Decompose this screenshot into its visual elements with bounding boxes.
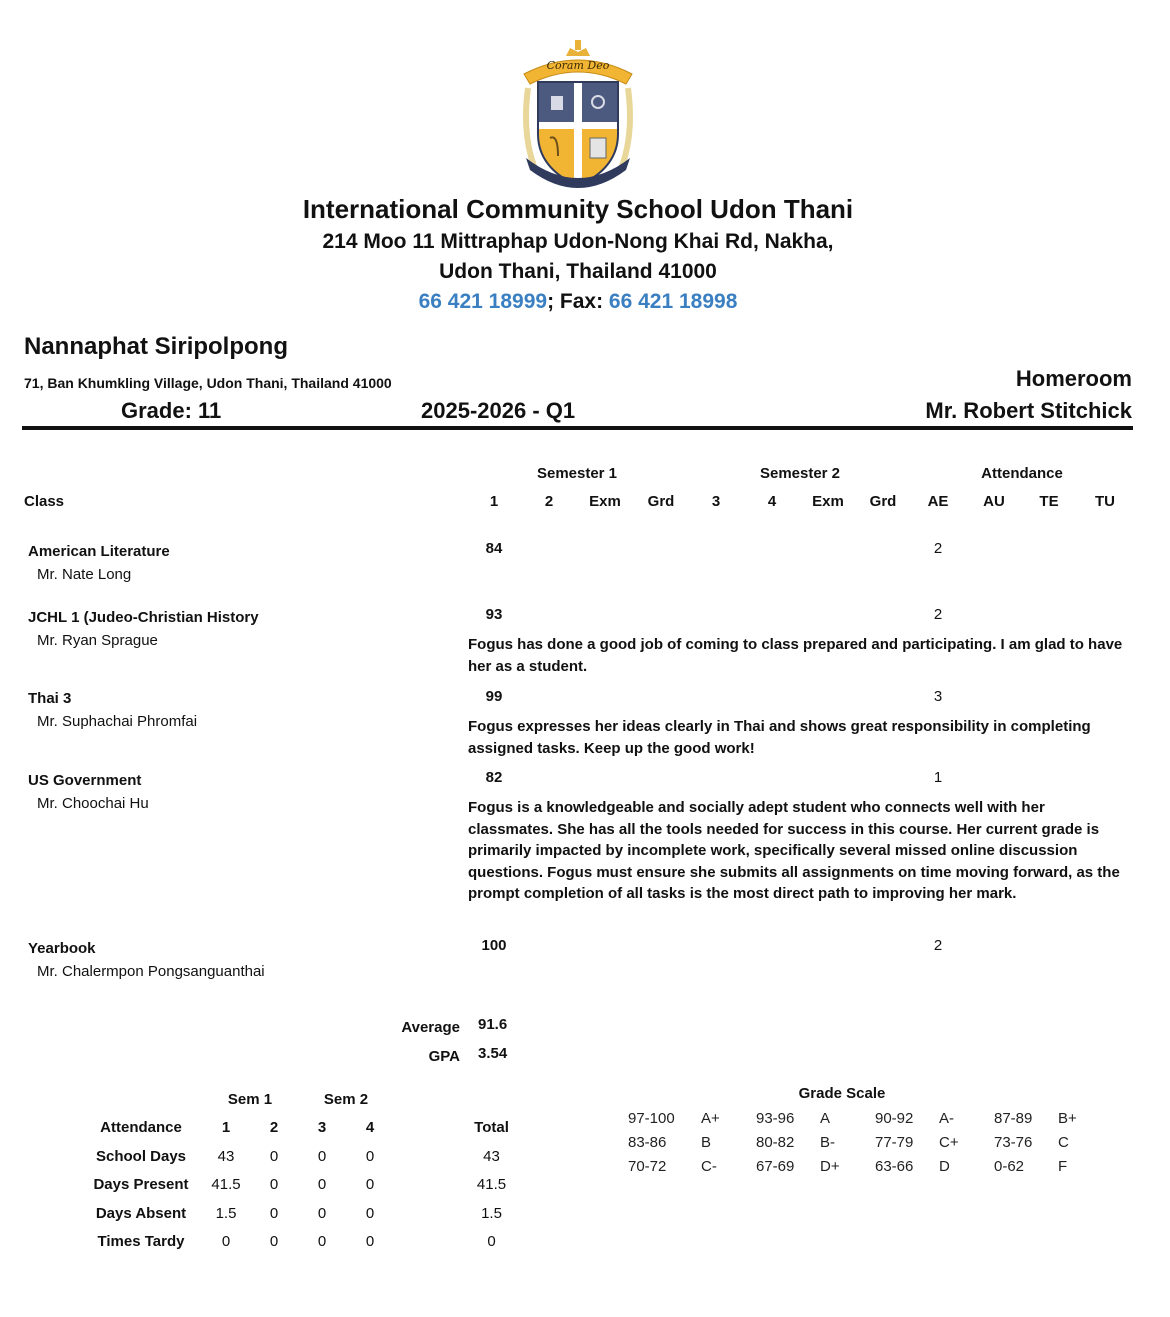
report-term: 2025-2026 - Q1 xyxy=(421,398,576,423)
scale-grade: A+ xyxy=(701,1110,720,1127)
col-header-ae: AE xyxy=(927,493,949,510)
attendance-table xyxy=(80,1085,539,1256)
scale-range: 63-66 xyxy=(875,1158,914,1175)
course-name: JCHL 1 (Judeo-Christian History xyxy=(28,609,259,626)
col-header-grade2: Grd xyxy=(869,493,897,510)
attendance-cell: 0 xyxy=(221,1233,231,1251)
scale-range: 73-76 xyxy=(994,1134,1033,1151)
attendance-row-label: School Days xyxy=(95,1147,187,1165)
fax-link[interactable]: 66 421 18998 xyxy=(608,290,738,313)
grade-scale-title: Grade Scale xyxy=(798,1085,886,1102)
fax-label: ; Fax: xyxy=(547,290,609,313)
average-label: Average xyxy=(401,1019,460,1036)
scale-grade: B xyxy=(701,1134,712,1151)
course-q1-score: 93 xyxy=(485,606,503,623)
student-address: 71, Ban Khumkling Village, Udon Thani, Thailand 41000 xyxy=(24,375,392,391)
attendance-cell: 0 xyxy=(269,1204,279,1222)
homeroom-teacher: Mr. Robert Stitchick xyxy=(925,398,1132,423)
scale-range: 0-62 xyxy=(994,1158,1025,1175)
attendance-col-label: Attendance xyxy=(100,1119,182,1137)
course-q1-score: 100 xyxy=(481,937,507,954)
attendance-total: 41.5 xyxy=(476,1176,507,1194)
col-header-q4: 4 xyxy=(767,493,777,510)
attendance-col-q3: 3 xyxy=(317,1119,327,1137)
class-column-header: Class xyxy=(24,493,65,510)
course-teacher: Mr. Suphachai Phromfai xyxy=(37,713,198,730)
col-header-tu: TU xyxy=(1095,493,1115,510)
header-divider xyxy=(22,426,1133,430)
course-ae-value: 2 xyxy=(933,540,943,557)
attendance-row-label: Days Absent xyxy=(95,1204,187,1222)
average-value: 91.6 xyxy=(478,1016,508,1033)
attendance-cell: 0 xyxy=(317,1147,327,1165)
svg-text:Coram Deo: Coram Deo xyxy=(546,59,610,72)
course-ae-value: 3 xyxy=(933,688,943,705)
scale-range: 67-69 xyxy=(756,1158,795,1175)
scale-grade: C- xyxy=(701,1158,717,1175)
course-ae-value: 2 xyxy=(933,606,943,623)
attendance-row xyxy=(80,1142,539,1171)
attendance-cell: 0 xyxy=(269,1147,279,1165)
attendance-header: Attendance xyxy=(981,465,1063,482)
attendance-total: 43 xyxy=(483,1147,500,1165)
scale-grade: C+ xyxy=(939,1134,959,1151)
col-header-grade1: Grd xyxy=(647,493,675,510)
course-q1-score: 82 xyxy=(485,769,503,786)
student-name: Nannaphat Siripolpong xyxy=(24,333,288,360)
scale-range: 90-92 xyxy=(875,1110,914,1127)
attendance-semester-row xyxy=(80,1085,539,1114)
attendance-col-total: Total xyxy=(474,1119,509,1137)
school-name: International Community School Udon Thani xyxy=(302,194,854,224)
attendance-cell: 0 xyxy=(269,1233,279,1251)
course-ae-value: 1 xyxy=(933,769,943,786)
phone-link[interactable]: 66 421 18999 xyxy=(418,290,548,313)
attendance-row xyxy=(80,1228,539,1257)
attendance-cell: 0 xyxy=(365,1176,375,1194)
course-teacher: Mr. Ryan Sprague xyxy=(37,632,158,649)
attendance-row xyxy=(80,1171,539,1200)
attendance-cell: 0 xyxy=(365,1204,375,1222)
course-comment: Fogus has done a good job of coming to class prepared and participating. I am glad to have her as a student. xyxy=(468,636,1123,675)
attendance-cell: 0 xyxy=(365,1233,375,1251)
course-name: US Government xyxy=(28,772,142,789)
scale-grade: D+ xyxy=(820,1158,840,1175)
attendance-row-label: Days Present xyxy=(93,1176,189,1194)
course-name: American Literature xyxy=(28,543,170,560)
attendance-total: 1.5 xyxy=(481,1204,502,1222)
col-header-q1: 1 xyxy=(489,493,499,510)
col-header-q2: 2 xyxy=(544,493,554,510)
crest-icon xyxy=(518,38,638,198)
course-ae-value: 2 xyxy=(933,937,943,954)
student-grade: Grade: 11 xyxy=(121,398,222,423)
col-header-exam1: Exm xyxy=(589,493,621,510)
homeroom-label: Homeroom xyxy=(1015,366,1132,391)
course-teacher: Mr. Chalermpon Pongsanguanthai xyxy=(37,963,265,980)
school-crest-logo xyxy=(518,38,638,198)
scale-grade: F xyxy=(1058,1158,1068,1175)
scale-grade: B+ xyxy=(1058,1110,1077,1127)
attendance-col-q4: 4 xyxy=(365,1119,375,1137)
col-header-exam2: Exm xyxy=(812,493,844,510)
col-header-te: TE xyxy=(1039,493,1059,510)
course-teacher: Mr. Choochai Hu xyxy=(37,795,149,812)
scale-grade: C xyxy=(1058,1134,1069,1151)
attendance-cell: 41.5 xyxy=(211,1176,241,1194)
attendance-row-label: Times Tardy xyxy=(97,1233,185,1251)
attendance-total: 0 xyxy=(487,1233,496,1251)
gpa-label: GPA xyxy=(428,1048,460,1065)
attendance-cell: 0 xyxy=(317,1204,327,1222)
school-address-line2: Udon Thani, Thailand 41000 xyxy=(439,260,717,283)
scale-range: 80-82 xyxy=(756,1134,795,1151)
scale-range: 97-100 xyxy=(628,1110,675,1127)
scale-grade: A- xyxy=(939,1110,954,1127)
course-name: Yearbook xyxy=(28,940,96,957)
attendance-cell: 0 xyxy=(365,1147,375,1165)
attendance-cell: 0 xyxy=(317,1176,327,1194)
scale-range: 77-79 xyxy=(875,1134,914,1151)
col-header-au: AU xyxy=(983,493,1005,510)
attendance-cell: 0 xyxy=(317,1233,327,1251)
scale-grade: B- xyxy=(820,1134,835,1151)
semester1-header: Semester 1 xyxy=(536,465,618,482)
attendance-row xyxy=(80,1199,539,1228)
grade-scale-grid xyxy=(628,1110,1098,1175)
attendance-cell: 0 xyxy=(269,1176,279,1194)
course-q1-score: 99 xyxy=(485,688,503,705)
school-contact-line xyxy=(0,290,1156,314)
attendance-col-q1: 1 xyxy=(221,1119,231,1137)
semester2-header: Semester 2 xyxy=(759,465,841,482)
sem2-label: Sem 2 xyxy=(323,1090,369,1108)
course-comment: Fogus expresses her ideas clearly in Thai and shows great responsibility in completing assigned tasks. Keep up the good work! xyxy=(468,718,1091,757)
attendance-header-row xyxy=(80,1114,539,1143)
col-header-q3: 3 xyxy=(711,493,721,510)
sem1-label: Sem 1 xyxy=(227,1090,273,1108)
scale-grade: A xyxy=(820,1110,831,1127)
scale-range: 83-86 xyxy=(628,1134,667,1151)
scale-range: 87-89 xyxy=(994,1110,1033,1127)
course-name: Thai 3 xyxy=(28,690,72,707)
school-address-line1: 214 Moo 11 Mittraphap Udon-Nong Khai Rd, Nakha, xyxy=(322,230,834,253)
course-teacher: Mr. Nate Long xyxy=(37,566,132,583)
course-q1-score: 84 xyxy=(485,540,503,557)
scale-grade: D xyxy=(939,1158,950,1175)
attendance-cell: 1.5 xyxy=(215,1204,237,1222)
course-comment: Fogus is a knowledgeable and socially adept student who connects well with her classmates. She has all the tools needed for success in this course. Her current grade is primarily impacted by incomplete work, specifically several missed online discussion questions. Fogus must ensure she submits all assignments on time moving forward, as the prompt completion of all tasks is the most direct path to improving her mark. xyxy=(468,799,1120,902)
attendance-col-q2: 2 xyxy=(269,1119,279,1137)
attendance-cell: 43 xyxy=(217,1147,235,1165)
scale-range: 93-96 xyxy=(756,1110,795,1127)
scale-range: 70-72 xyxy=(628,1158,667,1175)
gpa-value: 3.54 xyxy=(478,1045,508,1062)
